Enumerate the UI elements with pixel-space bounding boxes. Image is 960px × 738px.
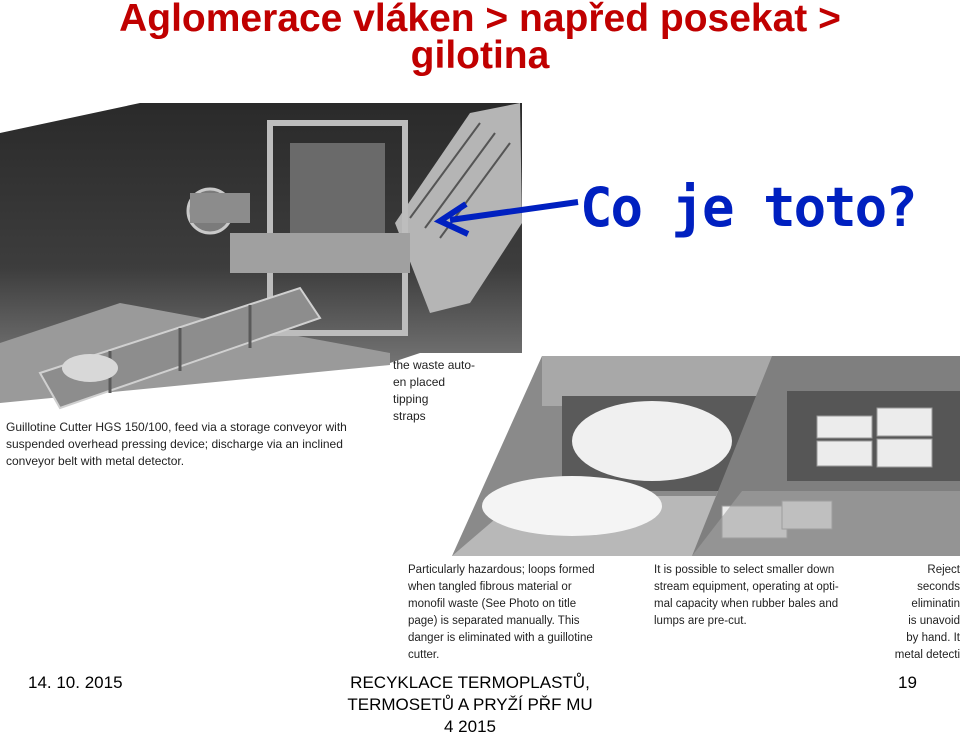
slide-title-line1: Aglomerace vláken > napřed posekat > <box>119 0 841 40</box>
footer-course-line1: RECYKLACE TERMOPLASTŮ, <box>350 673 590 692</box>
caption-line: is unavoid <box>908 615 960 627</box>
caption-line: danger is eliminated with a guillotine <box>408 632 593 644</box>
precut-caption <box>654 562 839 630</box>
caption-line: lumps are pre-cut. <box>654 615 747 627</box>
caption-line: Particularly hazardous; loops formed <box>408 564 595 576</box>
caption-line: suspended overhead pressing device; discharge via an inclined <box>6 437 343 451</box>
footer-course <box>300 672 640 738</box>
caption-line: conveyor belt with metal detector. <box>6 454 185 468</box>
caption-line: by hand. It <box>906 632 960 644</box>
caption-line: tipping <box>393 392 429 406</box>
footer-date: 14. 10. 2015 <box>28 673 123 692</box>
caption-line: cutter. <box>408 649 440 661</box>
caption-line: seconds <box>917 581 960 593</box>
page-number: 19 <box>898 673 917 692</box>
caption-line: when tangled fibrous material or <box>408 581 572 593</box>
caption-line: stream equipment, operating at opti- <box>654 581 839 593</box>
caption-line: monofil waste (See Photo on title <box>408 598 577 610</box>
caption-line: en placed <box>393 375 446 389</box>
caption-line: It is possible to select smaller down <box>654 564 835 576</box>
arrow-icon <box>430 190 580 240</box>
footer-course-line3: 4 2015 <box>444 717 496 736</box>
caption-line: straps <box>393 409 426 423</box>
caption-line: Reject <box>927 564 960 576</box>
footer-course-line2: TERMOSETŮ A PRYŽÍ PŘF MU <box>347 695 593 714</box>
caption-line: mal capacity when rubber bales and <box>654 598 839 610</box>
slide-title-line2: gilotina <box>410 34 550 77</box>
caption-line: eliminatin <box>911 598 960 610</box>
reject-caption <box>888 562 960 664</box>
question-annotation: Co je toto? <box>580 176 916 239</box>
machine-caption <box>6 419 347 470</box>
caption-line: page) is separated manually. This <box>408 615 580 627</box>
caption-line: Guillotine Cutter HGS 150/100, feed via a storage conveyor with <box>6 420 347 434</box>
caption-line: metal detecti <box>894 649 960 661</box>
hazard-caption <box>408 562 595 664</box>
caption-line: the waste auto- <box>393 358 476 372</box>
slide-title <box>0 0 960 77</box>
